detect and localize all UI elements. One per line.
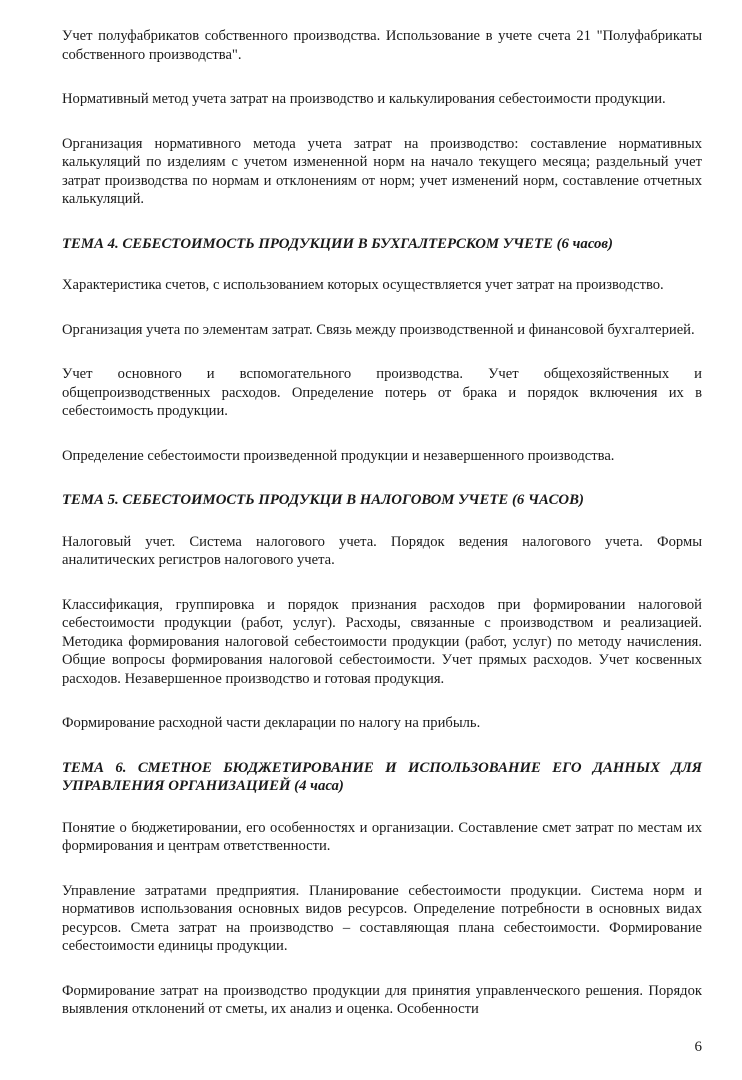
- paragraph: Характеристика счетов, с использованием которых осуществляется учет затрат на производство.: [62, 277, 664, 293]
- paragraph: Формирование расходной части декларации по налогу на прибыль.: [62, 715, 481, 731]
- paragraph: Учет полуфабрикатов собственного производства. Использование в учете счета 21 "Полуфабрикаты собственного производства".: [62, 28, 702, 63]
- paragraph: Управление затратами предприятия. Планирование себестоимости продукции. Система норм и нормативов использования основных видов ресурсов. Определение потребности в основных видах ресурсов. Смета затрат на производство – составляющая плана себестоимости. Формирование себестоимости единицы продукции.: [62, 882, 702, 954]
- paragraph: Нормативный метод учета затрат на производство и калькулирования себестоимости продукции.: [62, 91, 666, 107]
- paragraph: Организация нормативного метода учета затрат на производство: составление нормативных калькуляций по изделиям с учетом измененной норм на начало текущего месяца; раздельный учет затрат производства по нормам и отклонениям от норм; учет изменений норм, составление отчетных калькуляций.: [62, 135, 702, 207]
- paragraph: Учет основного и вспомогательного производства. Учет общехозяйственных и общепроизводственных расходов. Определение потерь от брака и порядок включения их в себестоимость продукции.: [62, 366, 702, 419]
- paragraph: Определение себестоимости произведенной продукции и незавершенного производства.: [62, 447, 615, 464]
- paragraph: Понятие о бюджетировании, его особенностях и организации. Составление смет затрат по местам их формирования и центрам ответственности.: [62, 819, 702, 854]
- paragraph: Классификация, группировка и порядок признания расходов при формировании налоговой себестоимости продукции (работ, услуг). Расходы, связанные с производством и реализацией. Методика формирования налоговой себестоимости продукции (работ, услуг) по методу начисления. Общие вопросы формирования налоговой себестоимости. Учет прямых расходов. Учет косвенных расходов. Незавершенное производство и готовая продукция.: [62, 596, 702, 687]
- paragraph: Организация учета по элементам затрат. Связь между производственной и финансовой бухгалтерией.: [62, 321, 695, 338]
- paragraph: Налоговый учет. Система налогового учета. Порядок ведения налогового учета. Формы аналитических регистров налогового учета.: [62, 533, 702, 568]
- section-heading: ТЕМА 5. СЕБЕСТОИМОСТЬ ПРОДУКЦИ В НАЛОГОВОМ УЧЕТЕ (6 ЧАСОВ): [62, 492, 584, 508]
- paragraph: Формирование затрат на производство продукции для принятия управленческого решения. Порядок выявления отклонений от сметы, их анализ и оценка. Особенности: [62, 982, 702, 1017]
- page-number: 6: [694, 1039, 702, 1055]
- section-heading: ТЕМА 4. СЕБЕСТОИМОСТЬ ПРОДУКЦИИ В БУХГАЛТЕРСКОМ УЧЕТЕ (6 часов): [62, 235, 613, 252]
- section-heading: ТЕМА 6. СМЕТНОЕ БЮДЖЕТИРОВАНИЕ И ИСПОЛЬЗОВАНИЕ ЕГО ДАННЫХ ДЛЯ УПРАВЛЕНИЯ ОРГАНИЗАЦИЕЙ (4 часа): [62, 759, 702, 794]
- page-content: [62, 27, 702, 1045]
